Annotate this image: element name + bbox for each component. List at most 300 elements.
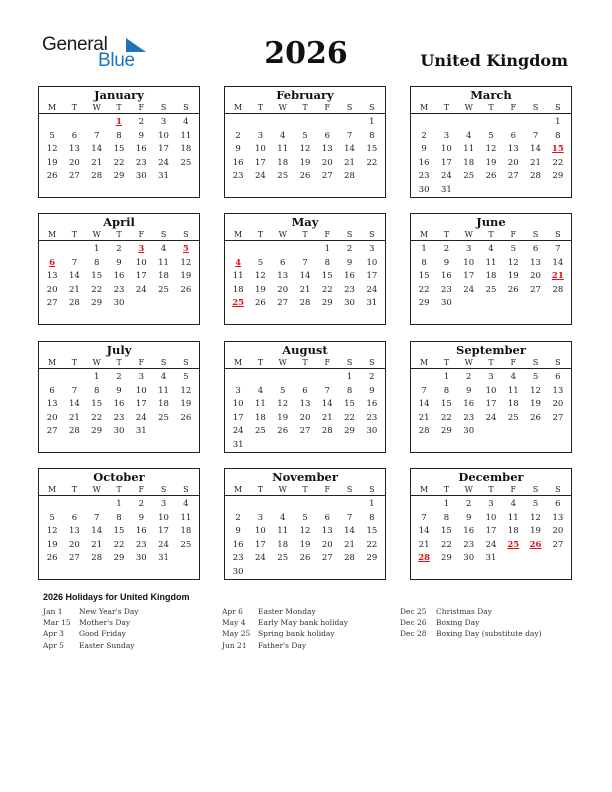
day-cell: 4 [160, 372, 167, 382]
empty-day-cell [63, 243, 85, 257]
day-cell: 14 [344, 526, 355, 537]
weekday-header: S [346, 103, 353, 112]
empty-day-cell [249, 243, 271, 257]
day-cell: 13 [46, 399, 58, 410]
day-cell: 11 [277, 526, 289, 537]
day-cell: 28 [69, 298, 80, 309]
day-cell: 27 [46, 298, 58, 309]
weekday-header-row [225, 102, 385, 114]
empty-day-cell [63, 498, 85, 512]
day-cell: 15 [91, 399, 103, 410]
empty-day-cell [249, 371, 271, 385]
empty-day-cell [316, 371, 338, 385]
day-cell: 11 [507, 512, 519, 523]
day-cell: 19 [530, 526, 541, 537]
day-cell: 14 [530, 144, 541, 155]
day-cell: 12 [277, 399, 289, 410]
day-cell: 20 [69, 157, 80, 168]
weekday-header: M [48, 485, 57, 494]
day-cell: 26 [299, 553, 311, 564]
holiday-name: Easter Monday [258, 607, 316, 616]
day-cell: 17 [463, 271, 475, 282]
day-cell: 7 [302, 257, 308, 268]
day-cell: 1 [443, 499, 450, 509]
day-cell: 7 [324, 385, 330, 396]
day-cell: 30 [463, 426, 475, 437]
weekday-header: W [464, 358, 473, 367]
day-grid [39, 114, 199, 184]
day-cell: 23 [113, 284, 125, 295]
day-cell: 18 [180, 144, 192, 155]
weekday-header: F [138, 485, 145, 494]
day-cell: 23 [366, 412, 378, 423]
day-grid [225, 114, 385, 184]
weekday-header-row [411, 229, 571, 241]
weekday-header: S [346, 230, 353, 239]
day-cell: 12 [530, 512, 541, 523]
day-cell: 16 [418, 157, 430, 168]
weekday-header: T [302, 103, 308, 112]
weekday-header: M [234, 358, 243, 367]
day-cell: 19 [255, 284, 266, 295]
day-cell: 3 [160, 499, 167, 509]
day-cell: 22 [91, 284, 103, 295]
weekday-header: S [183, 358, 189, 367]
weekday-header: S [532, 103, 539, 112]
day-cell: 26 [485, 171, 497, 182]
day-cell: 29 [552, 171, 564, 182]
weekday-header: W [464, 230, 473, 239]
holiday-entry [400, 606, 542, 617]
empty-day-cell [63, 116, 85, 130]
day-cell: 27 [299, 426, 311, 437]
weekday-header: S [555, 358, 561, 367]
day-cell: 26 [255, 298, 266, 309]
day-cell: 30 [135, 553, 147, 564]
day-cell: 15 [441, 399, 452, 410]
day-cell: 28 [418, 426, 430, 437]
day-cell: 10 [255, 526, 266, 537]
empty-day-cell [294, 116, 316, 130]
empty-day-cell [338, 116, 360, 130]
day-cell: 9 [116, 257, 122, 268]
day-cell: 25 [255, 426, 266, 437]
holiday-date: Jun 21 [222, 640, 247, 650]
day-cell: 17 [232, 412, 244, 423]
weekday-header: T [71, 103, 78, 112]
day-cell: 8 [555, 130, 561, 141]
day-cell: 15 [366, 144, 378, 155]
weekday-header-row [225, 229, 385, 241]
day-cell: 10 [485, 385, 497, 396]
month-june [410, 213, 572, 325]
weekday-header: W [92, 485, 101, 494]
weekday-header: S [532, 230, 539, 239]
day-cell: 7 [346, 130, 353, 141]
weekday-header: F [510, 485, 517, 494]
day-cell: 24 [158, 157, 169, 168]
day-cell: 22 [441, 412, 452, 423]
month-name: March [470, 88, 512, 102]
day-cell: 15 [321, 271, 333, 282]
day-cell: 19 [277, 412, 289, 423]
day-cell: 26 [46, 171, 58, 182]
day-cell: 9 [465, 512, 472, 523]
day-cell: 3 [369, 244, 375, 254]
month-name: August [282, 343, 328, 357]
holiday-date: May 25 [222, 629, 251, 639]
month-name: July [106, 343, 132, 357]
holiday-day-cell: 25 [507, 539, 520, 550]
day-cell: 11 [158, 257, 169, 268]
weekday-header: T [488, 358, 494, 367]
day-cell: 19 [485, 157, 497, 168]
day-cell: 13 [321, 144, 333, 155]
day-cell: 20 [507, 157, 519, 168]
day-cell: 17 [485, 399, 497, 410]
day-cell: 29 [91, 426, 103, 437]
day-cell: 8 [93, 257, 100, 268]
empty-day-cell [316, 116, 338, 130]
day-cell: 4 [183, 499, 189, 509]
day-cell: 14 [321, 399, 333, 410]
day-cell: 27 [552, 539, 564, 550]
day-cell: 9 [369, 385, 375, 396]
day-cell: 25 [180, 157, 192, 168]
day-cell: 13 [69, 144, 80, 155]
day-cell: 12 [299, 144, 311, 155]
holiday-day-cell: 1 [116, 117, 122, 127]
day-cell: 5 [488, 130, 494, 141]
day-cell: 25 [485, 284, 497, 295]
day-cell: 31 [232, 439, 244, 450]
day-cell: 7 [93, 512, 100, 523]
weekday-header: M [48, 358, 57, 367]
holiday-column [222, 606, 348, 651]
day-cell: 18 [507, 526, 519, 537]
page-title-year: 2026 [264, 36, 348, 71]
day-cell: 26 [180, 412, 192, 423]
day-grid [225, 241, 385, 311]
weekday-header: T [443, 485, 450, 494]
month-name: September [456, 343, 526, 357]
empty-day-cell [480, 116, 502, 130]
day-cell: 28 [552, 284, 564, 295]
day-cell: 6 [510, 130, 516, 141]
day-cell: 14 [418, 526, 430, 537]
day-cell: 1 [555, 117, 561, 127]
day-cell: 10 [135, 257, 147, 268]
empty-day-cell [249, 498, 271, 512]
day-cell: 29 [441, 426, 452, 437]
weekday-header: W [92, 230, 101, 239]
empty-day-cell [86, 116, 108, 130]
day-cell: 2 [465, 499, 472, 509]
weekday-header: T [257, 230, 264, 239]
month-july [38, 341, 200, 453]
weekday-header: W [92, 103, 101, 112]
day-cell: 19 [530, 399, 541, 410]
empty-day-cell [338, 498, 360, 512]
day-cell: 5 [49, 512, 55, 523]
day-cell: 11 [180, 512, 192, 523]
empty-day-cell [524, 116, 546, 130]
month-november [224, 468, 386, 580]
day-cell: 11 [507, 385, 519, 396]
weekday-header: S [183, 103, 189, 112]
empty-day-cell [294, 498, 316, 512]
country-title: United Kingdom [420, 51, 568, 70]
day-cell: 18 [158, 399, 169, 410]
day-grid [39, 369, 199, 439]
month-name: January [94, 88, 144, 102]
day-cell: 11 [255, 399, 266, 410]
weekday-header: T [257, 485, 264, 494]
day-cell: 30 [113, 298, 125, 309]
day-cell: 23 [135, 157, 147, 168]
day-cell: 17 [158, 144, 169, 155]
day-cell: 21 [344, 539, 355, 550]
day-cell: 22 [441, 539, 452, 550]
day-cell: 31 [158, 171, 169, 182]
day-cell: 13 [552, 385, 564, 396]
day-cell: 20 [299, 412, 311, 423]
day-cell: 17 [485, 526, 497, 537]
day-cell: 31 [441, 184, 452, 195]
holiday-day-cell: 26 [529, 539, 542, 550]
weekday-header: T [257, 358, 264, 367]
weekday-header: F [138, 230, 145, 239]
day-cell: 10 [463, 257, 475, 268]
day-cell: 18 [158, 271, 169, 282]
weekday-header: T [443, 230, 450, 239]
weekday-header: F [138, 358, 145, 367]
day-cell: 13 [321, 526, 333, 537]
day-cell: 11 [485, 257, 497, 268]
day-cell: 26 [277, 426, 289, 437]
holiday-entry [43, 606, 139, 617]
holiday-date: Dec 25 [400, 607, 427, 616]
day-cell: 10 [366, 257, 378, 268]
day-cell: 27 [69, 171, 80, 182]
day-cell: 27 [321, 553, 333, 564]
month-may [224, 213, 386, 325]
day-cell: 11 [232, 271, 244, 282]
day-cell: 21 [69, 284, 80, 295]
holiday-column [400, 606, 542, 640]
empty-day-cell [502, 116, 524, 130]
day-cell: 23 [113, 412, 125, 423]
day-cell: 8 [369, 512, 375, 523]
weekday-header-row [39, 229, 199, 241]
day-cell: 5 [279, 385, 286, 396]
day-cell: 23 [344, 284, 355, 295]
day-cell: 17 [366, 271, 378, 282]
day-cell: 30 [344, 298, 355, 309]
weekday-header: S [160, 485, 167, 494]
day-cell: 28 [344, 553, 355, 564]
holiday-name: New Year's Day [79, 607, 139, 616]
day-cell: 12 [46, 144, 58, 155]
month-september [410, 341, 572, 453]
day-cell: 27 [46, 426, 58, 437]
day-cell: 13 [299, 399, 311, 410]
day-cell: 19 [46, 157, 58, 168]
holiday-column [43, 606, 139, 651]
day-cell: 8 [93, 385, 100, 396]
empty-day-cell [227, 371, 249, 385]
month-february [224, 86, 386, 198]
day-cell: 23 [232, 553, 244, 564]
day-cell: 26 [530, 412, 541, 423]
day-cell: 24 [485, 412, 497, 423]
day-cell: 26 [180, 284, 192, 295]
day-cell: 9 [346, 257, 353, 268]
day-cell: 4 [510, 372, 516, 382]
day-grid [39, 496, 199, 566]
weekday-header: T [488, 485, 494, 494]
day-cell: 17 [255, 539, 266, 550]
empty-day-cell [41, 116, 63, 130]
day-cell: 31 [366, 298, 378, 309]
day-cell: 2 [346, 244, 353, 254]
holiday-entry [222, 606, 348, 617]
holiday-name: Father's Day [258, 640, 307, 650]
weekday-header: M [48, 230, 57, 239]
holiday-date: Apr 6 [222, 607, 243, 616]
weekday-header: S [555, 485, 561, 494]
day-cell: 10 [232, 399, 244, 410]
weekday-header-row [225, 484, 385, 496]
holiday-entry [43, 640, 139, 651]
weekday-header: W [464, 103, 473, 112]
day-cell: 9 [443, 257, 450, 268]
day-cell: 29 [441, 553, 452, 564]
day-cell: 12 [507, 257, 519, 268]
weekday-header: F [324, 230, 331, 239]
weekday-header: S [346, 485, 353, 494]
day-cell: 2 [138, 499, 144, 509]
holiday-day-cell: 25 [232, 298, 245, 309]
day-cell: 16 [463, 526, 475, 537]
day-cell: 17 [158, 526, 169, 537]
day-cell: 16 [463, 399, 475, 410]
holiday-entry [222, 628, 348, 639]
day-cell: 16 [113, 399, 125, 410]
weekday-header: T [116, 358, 122, 367]
day-cell: 20 [530, 271, 541, 282]
holiday-date: Apr 3 [43, 629, 64, 639]
weekday-header: W [278, 358, 287, 367]
holiday-date: Apr 5 [43, 640, 64, 650]
empty-day-cell [435, 116, 457, 130]
day-cell: 28 [91, 553, 103, 564]
day-cell: 13 [530, 257, 541, 268]
month-name: October [93, 470, 145, 484]
weekday-header: S [346, 358, 353, 367]
day-cell: 18 [463, 157, 475, 168]
weekday-header-row [411, 357, 571, 369]
weekday-header-row [225, 357, 385, 369]
holiday-list [43, 592, 583, 656]
empty-day-cell [41, 371, 63, 385]
day-cell: 3 [488, 499, 494, 509]
weekday-header: F [324, 103, 331, 112]
holiday-day-cell: 28 [418, 553, 431, 564]
month-october [38, 468, 200, 580]
day-cell: 12 [180, 257, 192, 268]
month-name: June [476, 215, 506, 229]
day-cell: 10 [135, 385, 147, 396]
day-cell: 26 [46, 553, 58, 564]
day-cell: 17 [135, 271, 147, 282]
day-cell: 23 [441, 284, 452, 295]
empty-day-cell [413, 116, 435, 130]
day-cell: 9 [138, 130, 144, 141]
day-cell: 25 [277, 171, 289, 182]
day-cell: 29 [113, 553, 125, 564]
day-cell: 9 [235, 144, 241, 155]
day-cell: 9 [235, 526, 241, 537]
empty-day-cell [458, 116, 480, 130]
day-cell: 30 [366, 426, 378, 437]
day-cell: 14 [299, 271, 311, 282]
empty-day-cell [272, 371, 294, 385]
day-cell: 17 [441, 157, 452, 168]
day-cell: 12 [530, 385, 541, 396]
weekday-header: W [464, 485, 473, 494]
day-cell: 4 [279, 130, 286, 141]
weekday-header: M [420, 103, 429, 112]
day-cell: 13 [277, 271, 289, 282]
day-cell: 15 [113, 144, 125, 155]
empty-day-cell [41, 498, 63, 512]
day-cell: 29 [344, 426, 355, 437]
day-cell: 22 [321, 284, 333, 295]
day-cell: 14 [344, 144, 355, 155]
holiday-entry [222, 640, 348, 651]
day-cell: 16 [366, 399, 378, 410]
weekday-header: F [138, 103, 145, 112]
empty-day-cell [63, 371, 85, 385]
day-cell: 7 [421, 512, 427, 523]
day-cell: 30 [113, 426, 125, 437]
day-cell: 2 [443, 244, 450, 254]
day-cell: 5 [510, 244, 516, 254]
day-cell: 19 [180, 271, 192, 282]
day-cell: 12 [299, 526, 311, 537]
day-cell: 5 [302, 512, 308, 523]
day-cell: 6 [555, 499, 561, 509]
day-cell: 2 [235, 512, 241, 523]
day-cell: 7 [93, 130, 100, 141]
day-cell: 5 [49, 130, 55, 141]
day-cell: 10 [485, 512, 497, 523]
day-cell: 2 [138, 117, 144, 127]
day-cell: 26 [299, 171, 311, 182]
day-cell: 24 [255, 171, 266, 182]
day-cell: 25 [158, 284, 169, 295]
day-cell: 7 [421, 385, 427, 396]
day-cell: 19 [180, 399, 192, 410]
day-cell: 31 [135, 426, 147, 437]
day-cell: 20 [46, 412, 58, 423]
day-cell: 27 [69, 553, 80, 564]
empty-day-cell [413, 371, 435, 385]
day-cell: 2 [235, 130, 241, 141]
empty-day-cell [272, 116, 294, 130]
day-cell: 15 [418, 271, 430, 282]
